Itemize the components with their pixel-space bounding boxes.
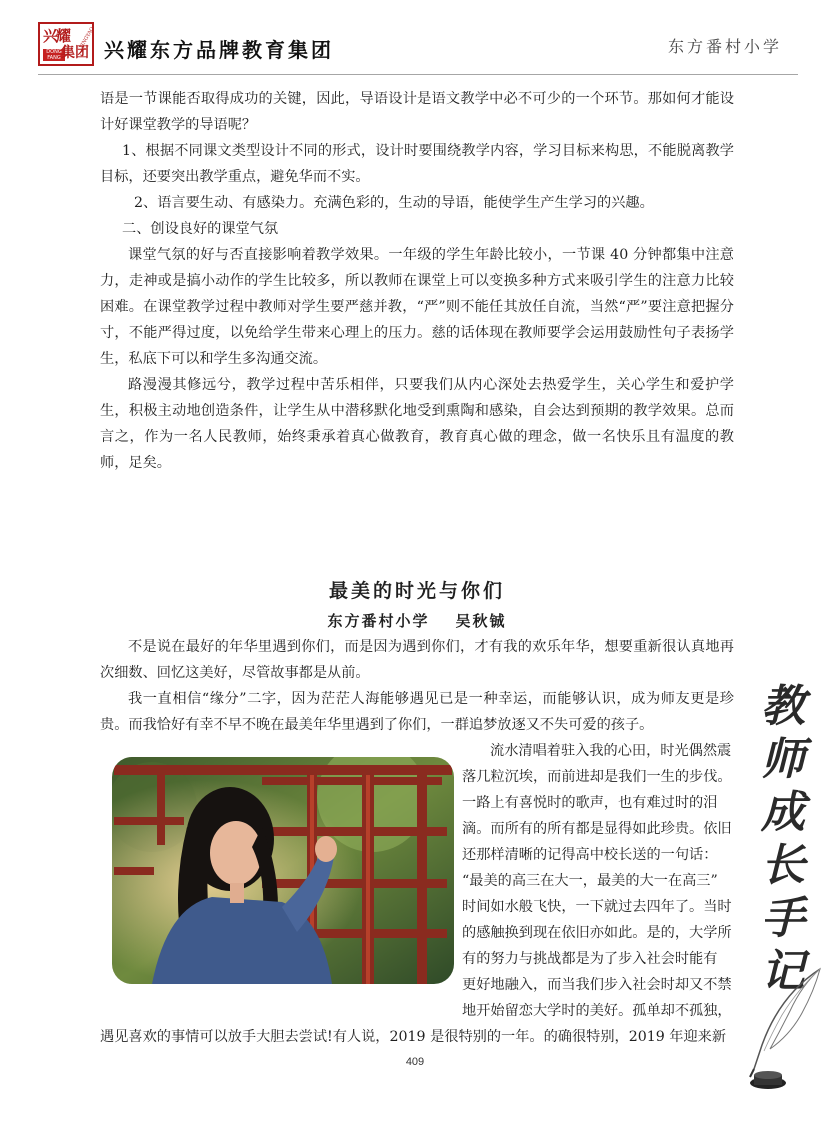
side-char: 教 <box>761 681 805 732</box>
paragraph: 路漫漫其修远兮，教学过程中苦乐相伴，只要我们从内心深处去热爱学生，关心学生和爱护学生，积极主动地创造条件，让学生从中潜移默化地受到熏陶和感染，自会达到预期的教学效果。总而言之，作为一名人民教师，始终秉承着真心做教育，教育真心做的理念，做一名快乐且有温度的教师，足矣。 <box>100 377 734 471</box>
logo-tag: XINGYAO <box>77 26 96 51</box>
text-line: 落几粒沉埃，而前进却是我们一生的步伐。 <box>462 769 732 785</box>
school-name: 东方番村小学 <box>667 37 782 56</box>
side-char: 手 <box>761 893 805 944</box>
article-title: 最美的时光与你们 <box>328 580 505 602</box>
page-number: 409 <box>405 1056 425 1068</box>
teacher-growth-notes-title <box>758 680 808 998</box>
group-name: 兴耀东方品牌教育集团 <box>104 38 334 62</box>
text-line: 的感触换到现在依旧亦如此。是的，大学所 <box>462 925 732 941</box>
article-byline <box>100 610 734 631</box>
paragraph: 课堂气氛的好与否直接影响着教学效果。一年级的学生年龄比较小，一节课 40 分钟都集中注意力，走神或是搞小动作的学生比较多，所以教师在课堂上可以变换多种方式来吸引学生的注意力比较困难。在课堂教学过程中教师对学生要严慈并教，“严”则不能任其放任自流，当然“严”要注意把握分寸，不能严得过度，以免给学生带来心理上的压力。慈的话体现在教师要学会运用鼓励性句子表扬学生，私底下可以和学生多沟通交流。 <box>100 247 734 367</box>
logo-english: DONG FANG <box>43 49 65 61</box>
side-char: 记 <box>761 946 805 997</box>
paragraph: 语是一节课能否取得成功的关键，因此，导语设计是语文教学中必不可少的一个环节。那如何才能设计好课堂教学的导语呢？ <box>100 91 734 133</box>
side-char: 师 <box>761 734 805 785</box>
paragraph: 我一直相信“缘分”二字，因为茫茫人海能够遇见已是一种幸运，而能够认识，成为师友更是珍贵。而我恰好有幸不早不晚在最美年华里遇到了你们，一群追梦放逐又不失可爱的孩子。 <box>100 691 734 733</box>
text-line: 时间如水般飞快，一下就过去四年了。当时 <box>462 899 732 915</box>
paragraph: 1、根据不同课文类型设计不同的形式，设计时要围绕教学内容，学习目标来构思，不能脱离教学目标，还要突出教学重点，避免华而不实。 <box>100 143 734 185</box>
paragraph-last-line: 遇见喜欢的事情可以放手大胆去尝试!有人说，2019 是很特别的一年。的确很特别，2019 年迎来新 <box>100 1029 727 1045</box>
text-line: 流水清唱着驻入我的心田，时光偶然震 <box>490 743 732 759</box>
author-school: 东方番村小学 <box>327 612 430 630</box>
text-line: 有的努力与挑战都是为了步入社会时能有 <box>462 951 718 967</box>
paragraph: 2、语言要生动、有感染力。充满色彩的，生动的导语，能使学生产生学习的兴趣。 <box>134 195 654 211</box>
text-line: 更好地融入，而当我们步入社会时却又不禁 <box>462 977 732 993</box>
section-heading: 二、创设良好的课堂气氛 <box>122 221 279 237</box>
side-char: 成 <box>761 787 805 838</box>
logo-text-2: 集团 <box>61 45 89 61</box>
text-line: 滴。而所有的所有都是显得如此珍贵。依旧 <box>462 821 732 837</box>
author-name: 吴秋铖 <box>455 612 507 630</box>
logo-text: 兴耀 <box>43 27 70 45</box>
group-logo <box>38 22 94 66</box>
text-line: 一路上有喜悦时的歌声，也有难过时的泪 <box>462 795 718 811</box>
text-line: “最美的高三在大一，最美的大一在高三” <box>462 873 718 889</box>
article-photo <box>112 757 454 984</box>
text-line: 还那样清晰的记得高中校长送的一句话： <box>462 847 718 863</box>
page-header <box>0 0 830 78</box>
feather-quill-icon <box>740 965 826 1095</box>
header-divider <box>38 74 798 75</box>
text-line: 地开始留恋大学时的美好。孤单却不孤独， <box>462 1003 732 1019</box>
paragraph: 不是说在最好的年华里遇到你们，而是因为遇到你们，才有我的欢乐年华，想要重新很认真地再次细数、回忆这美好，尽管故事都是从前。 <box>100 639 734 681</box>
side-char: 长 <box>761 840 805 891</box>
